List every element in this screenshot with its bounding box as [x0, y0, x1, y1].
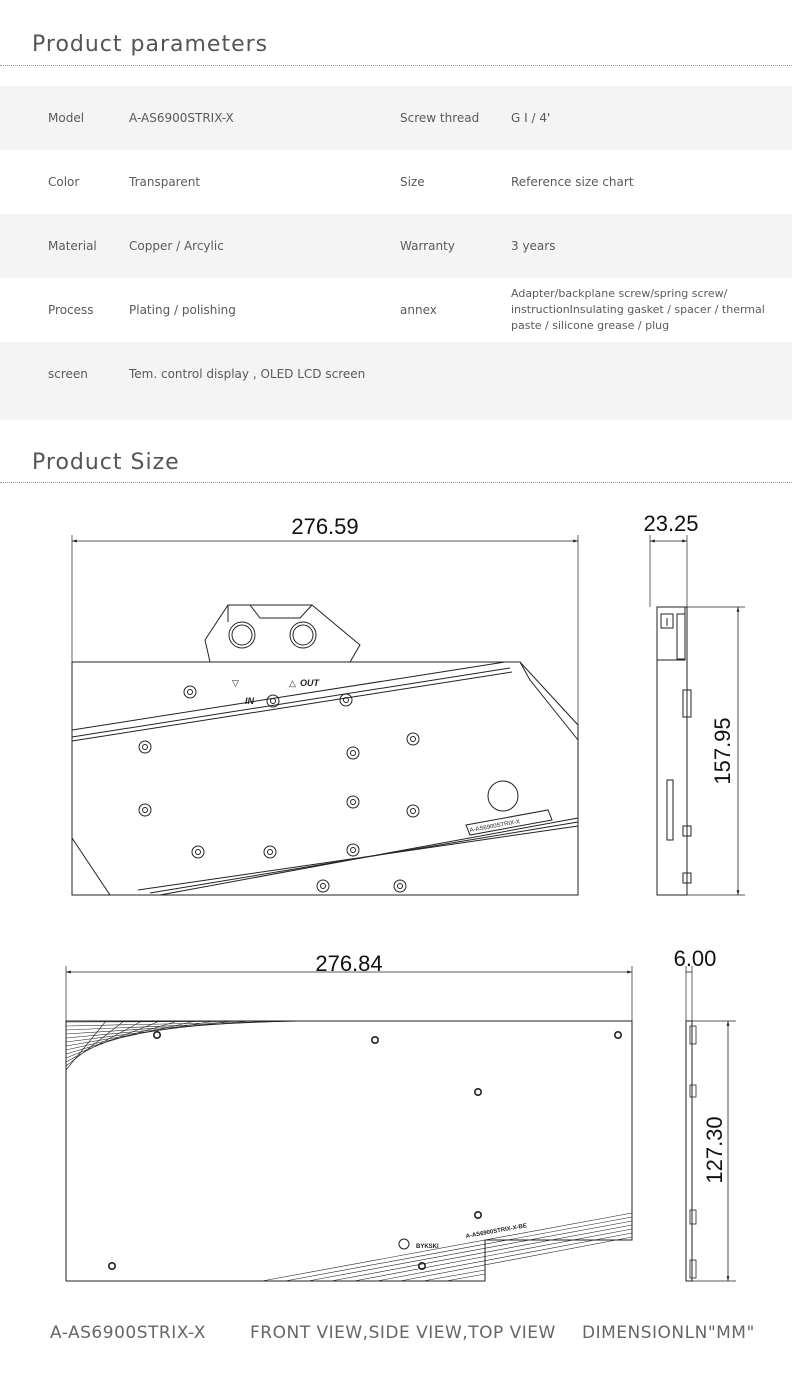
- back-stripes: [262, 1213, 632, 1281]
- params-divider: [0, 65, 792, 66]
- params-row: [0, 342, 792, 406]
- mount-hole-icon: [109, 1032, 621, 1269]
- screw-icon: [139, 686, 419, 892]
- param-value: Tem. control display , OLED LCD screen: [129, 367, 366, 381]
- param-key: Screw thread: [400, 111, 480, 125]
- param-key: Process: [48, 303, 94, 317]
- params-title: Product parameters: [32, 32, 269, 57]
- back-side-clip: [690, 1026, 696, 1278]
- params-footer-band: [0, 406, 792, 420]
- param-key: Size: [400, 175, 425, 189]
- front-edge-line: [520, 662, 578, 740]
- back-model-mark: A-AS6900STRIX-X-BE: [465, 1223, 528, 1240]
- param-value: Copper / Arcylic: [129, 239, 224, 253]
- front-view: [72, 535, 578, 895]
- footer-unit: DIMENSIONLN"MM": [582, 1323, 755, 1343]
- footer-model: A-AS6900STRIX-X: [50, 1323, 206, 1343]
- params-row: [0, 86, 792, 150]
- params-row: [0, 150, 792, 214]
- back-width-dimension: 276.84: [315, 951, 383, 976]
- back-view: [66, 966, 632, 1281]
- footer-views: FRONT VIEW,SIDE VIEW,TOP VIEW: [250, 1323, 556, 1343]
- side-detail: [677, 614, 685, 659]
- param-value: Adapter/backplane screw/spring screw/ instructionInsulating gasket / spacer / thermal paste / silicone grease / plug: [511, 287, 765, 332]
- back-height-dimension: 127.30: [702, 1116, 727, 1184]
- front-edge-line: [72, 838, 110, 895]
- dimension-drawing: [0, 490, 792, 1310]
- param-value: Transparent: [129, 175, 201, 189]
- params-row: [0, 278, 792, 342]
- param-value: Reference size chart: [511, 175, 634, 189]
- param-key: Model: [48, 111, 85, 125]
- param-value: 3 years: [511, 239, 556, 253]
- param-key: annex: [400, 303, 437, 317]
- side-detail: [667, 780, 673, 840]
- front-stripe: [138, 826, 578, 890]
- params-table: [0, 86, 792, 420]
- side-height-dimension: 157.95: [710, 717, 735, 785]
- front-width-dimension: 276.59: [291, 514, 359, 539]
- back-brand-mark: BYKSKI: [416, 1244, 439, 1250]
- size-divider: [0, 482, 792, 483]
- param-value: G I / 4': [511, 111, 551, 125]
- side-view: [650, 535, 745, 895]
- brand-logo-icon: [399, 1239, 409, 1249]
- lcd-screen-icon: [488, 781, 518, 811]
- port-in-arrow-icon: ▽: [232, 678, 239, 688]
- back-outline: [66, 1021, 632, 1281]
- side-thickness-dimension: 23.25: [643, 511, 699, 536]
- size-title: Product Size: [32, 450, 180, 475]
- param-key: Color: [48, 175, 80, 189]
- back-thickness-dimension: 6.00: [673, 946, 717, 971]
- param-key: screen: [48, 367, 88, 381]
- side-outline: [657, 607, 687, 895]
- param-value: A-AS6900STRIX-X: [129, 111, 234, 125]
- param-key: Material: [48, 239, 97, 253]
- front-stripe: [72, 662, 505, 730]
- params-row: [0, 214, 792, 278]
- param-key: Warranty: [400, 239, 455, 253]
- back-stripes: [66, 1021, 330, 1070]
- port-in-label: IN: [245, 696, 254, 706]
- front-model-mark: A-AS6900STRIX-X: [469, 819, 521, 834]
- port-out-label: OUT: [300, 678, 319, 688]
- back-side-outline: [686, 1021, 692, 1281]
- port-out-arrow-icon: △: [289, 678, 296, 688]
- param-value: Plating / polishing: [129, 303, 236, 317]
